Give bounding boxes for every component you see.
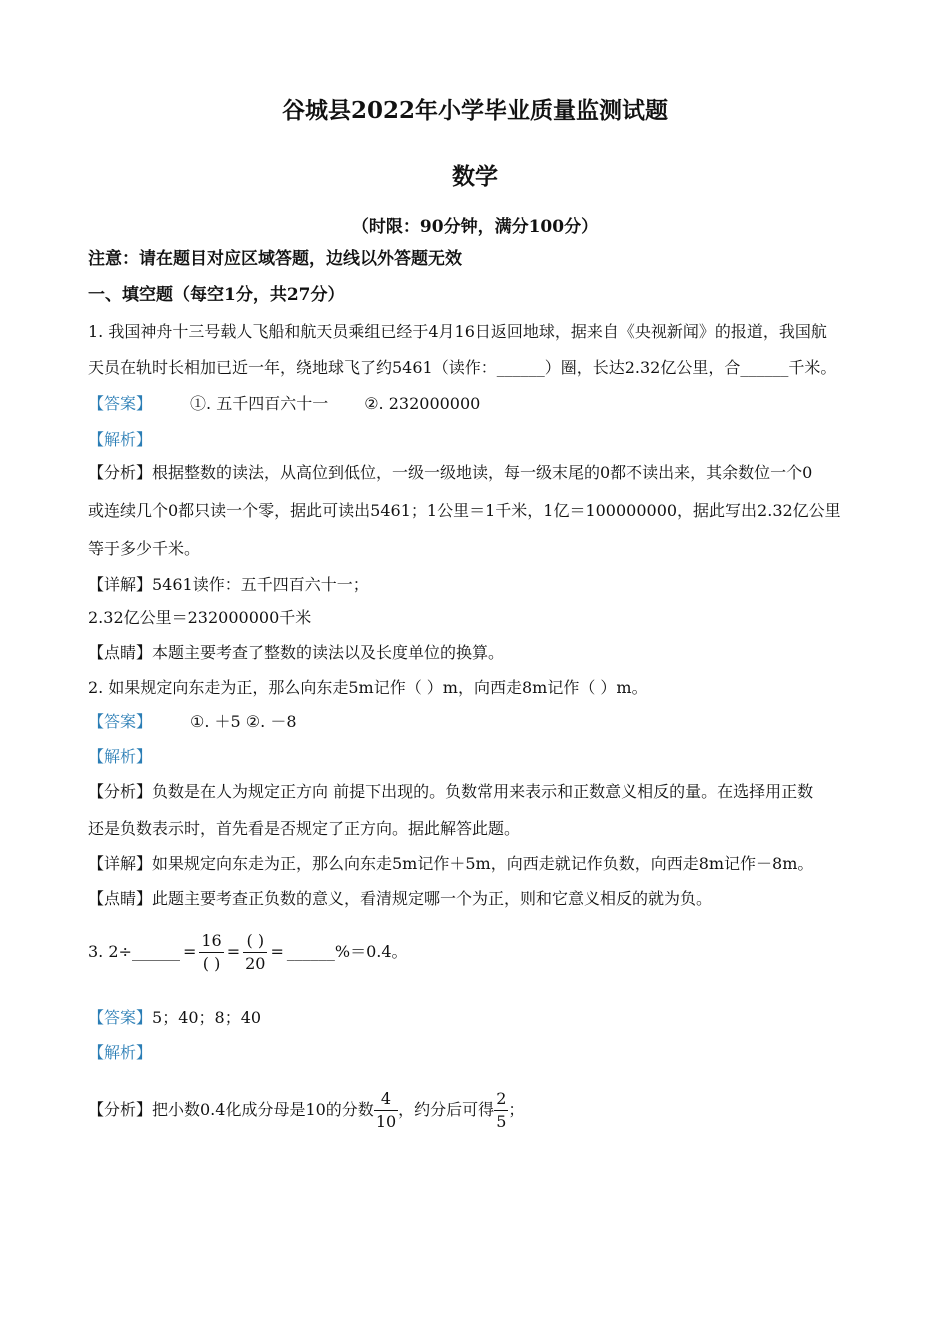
q2-stem: 2. 如果规定向东走为正，那么向东走5m记作（ ）m，向西走8m记作（ ）m。	[88, 678, 648, 697]
q3-stem	[88, 930, 408, 975]
q2-analysis-label: 【解析】	[88, 747, 153, 766]
notice: 注意：请在题目对应区域答题，边线以外答题无效	[88, 249, 462, 269]
q1-analysis-line3: 等于多少千米。	[88, 539, 201, 558]
q3-analysis-label: 【解析】	[88, 1043, 153, 1062]
q3-fraction-2-numerator: ( )	[243, 930, 267, 953]
q1-answer	[88, 394, 480, 414]
q3-analysis-fraction-1	[374, 1088, 398, 1133]
q1-stem-line1: 1. 我国神舟十三号载人飞船和航天员乘组已经于4月16日返回地球，据来自《央视新闻》的报道，我国航	[88, 322, 827, 341]
q3-fraction-1-numerator: 16	[199, 930, 223, 953]
q1-detail-line2: 2.32亿公里＝232000000千米	[88, 608, 312, 627]
page-title: 谷城县2022年小学毕业质量监测试题	[281, 97, 668, 124]
q2-analysis-line1: 【分析】负数是在人为规定正方向 前提下出现的。负数常用来表示和正数意义相反的量。在选择用正数	[88, 782, 814, 801]
answer-label: 【答案】	[88, 712, 153, 731]
time-limit: （时限：90分钟，满分100分）	[351, 217, 599, 237]
q1-comment: 【点睛】本题主要考查了整数的读法以及长度单位的换算。	[88, 643, 505, 662]
q1-stem-line2: 天员在轨时长相加已近一年，绕地球飞了约5461（读作：______）圈，长达2.32亿公里，合______千米。	[88, 358, 837, 377]
q3-analysis-fraction-2-denominator: 5	[496, 1112, 507, 1131]
q3-answer-values: 5；40；8；40	[152, 1008, 262, 1027]
q1-analysis-line2: 或连续几个0都只读一个零，据此可读出5461；1公里＝1千米，1亿＝100000000，据此写出2.32亿公里	[88, 501, 841, 520]
q3-analysis-fraction-2-numerator: 2	[494, 1088, 508, 1111]
q3-analysis	[88, 1088, 524, 1133]
q3-fraction-1	[199, 930, 223, 975]
q3-analysis-prefix: 【分析】把小数0.4化成分母是10的分数	[88, 1100, 374, 1119]
q1-answer-1: ①. 五千四百六十一	[190, 394, 329, 413]
answer-label: 【答案】	[88, 394, 153, 413]
q2-answer	[88, 712, 297, 732]
q1-answer-2: ②. 232000000	[364, 394, 481, 413]
q3-blank-1: ______	[131, 942, 180, 961]
q3-analysis-fraction-2	[494, 1088, 508, 1133]
q1-analysis-label: 【解析】	[88, 430, 153, 449]
q3-suffix: %＝0.4。	[334, 942, 408, 961]
q2-detail: 【详解】如果规定向东走为正，那么向东走5m记作＋5m，向西走就记作负数，向西走8m记作－8m。	[88, 854, 814, 873]
q3-analysis-suffix: ；	[508, 1100, 525, 1119]
q3-fraction-2	[243, 930, 267, 975]
q3-prefix: 3. 2÷	[88, 942, 132, 961]
answer-label: 【答案】	[88, 1008, 153, 1027]
q3-analysis-fraction-1-numerator: 4	[374, 1088, 398, 1111]
q2-answer-values: ①. ＋5 ②. －8	[190, 712, 297, 731]
q2-comment: 【点睛】此题主要考查正负数的意义，看清规定哪一个为正，则和它意义相反的就为负。	[88, 889, 713, 908]
q3-equals-1: =	[182, 942, 197, 961]
q1-detail-line1: 【详解】5461读作：五千四百六十一；	[88, 575, 369, 594]
q3-fraction-2-denominator: 20	[245, 954, 266, 973]
q1-analysis-line1: 【分析】根据整数的读法，从高位到低位，一级一级地读，每一级末尾的0都不读出来，其余数位一个0	[88, 463, 813, 482]
q3-blank-2: ______	[286, 942, 335, 961]
subject-title: 数学	[452, 163, 498, 190]
q3-answer	[88, 1008, 261, 1028]
q3-equals-3: =	[270, 942, 284, 961]
section-heading: 一、填空题（每空1分，共27分）	[88, 285, 345, 305]
q3-analysis-fraction-1-denominator: 10	[375, 1112, 397, 1131]
q3-fraction-1-denominator: ( )	[202, 954, 221, 973]
q3-equals-2: =	[226, 942, 241, 961]
q2-analysis-line2: 还是负数表示时，首先看是否规定了正方向。据此解答此题。	[88, 819, 521, 838]
q3-analysis-mid: ，约分后可得	[398, 1100, 495, 1119]
